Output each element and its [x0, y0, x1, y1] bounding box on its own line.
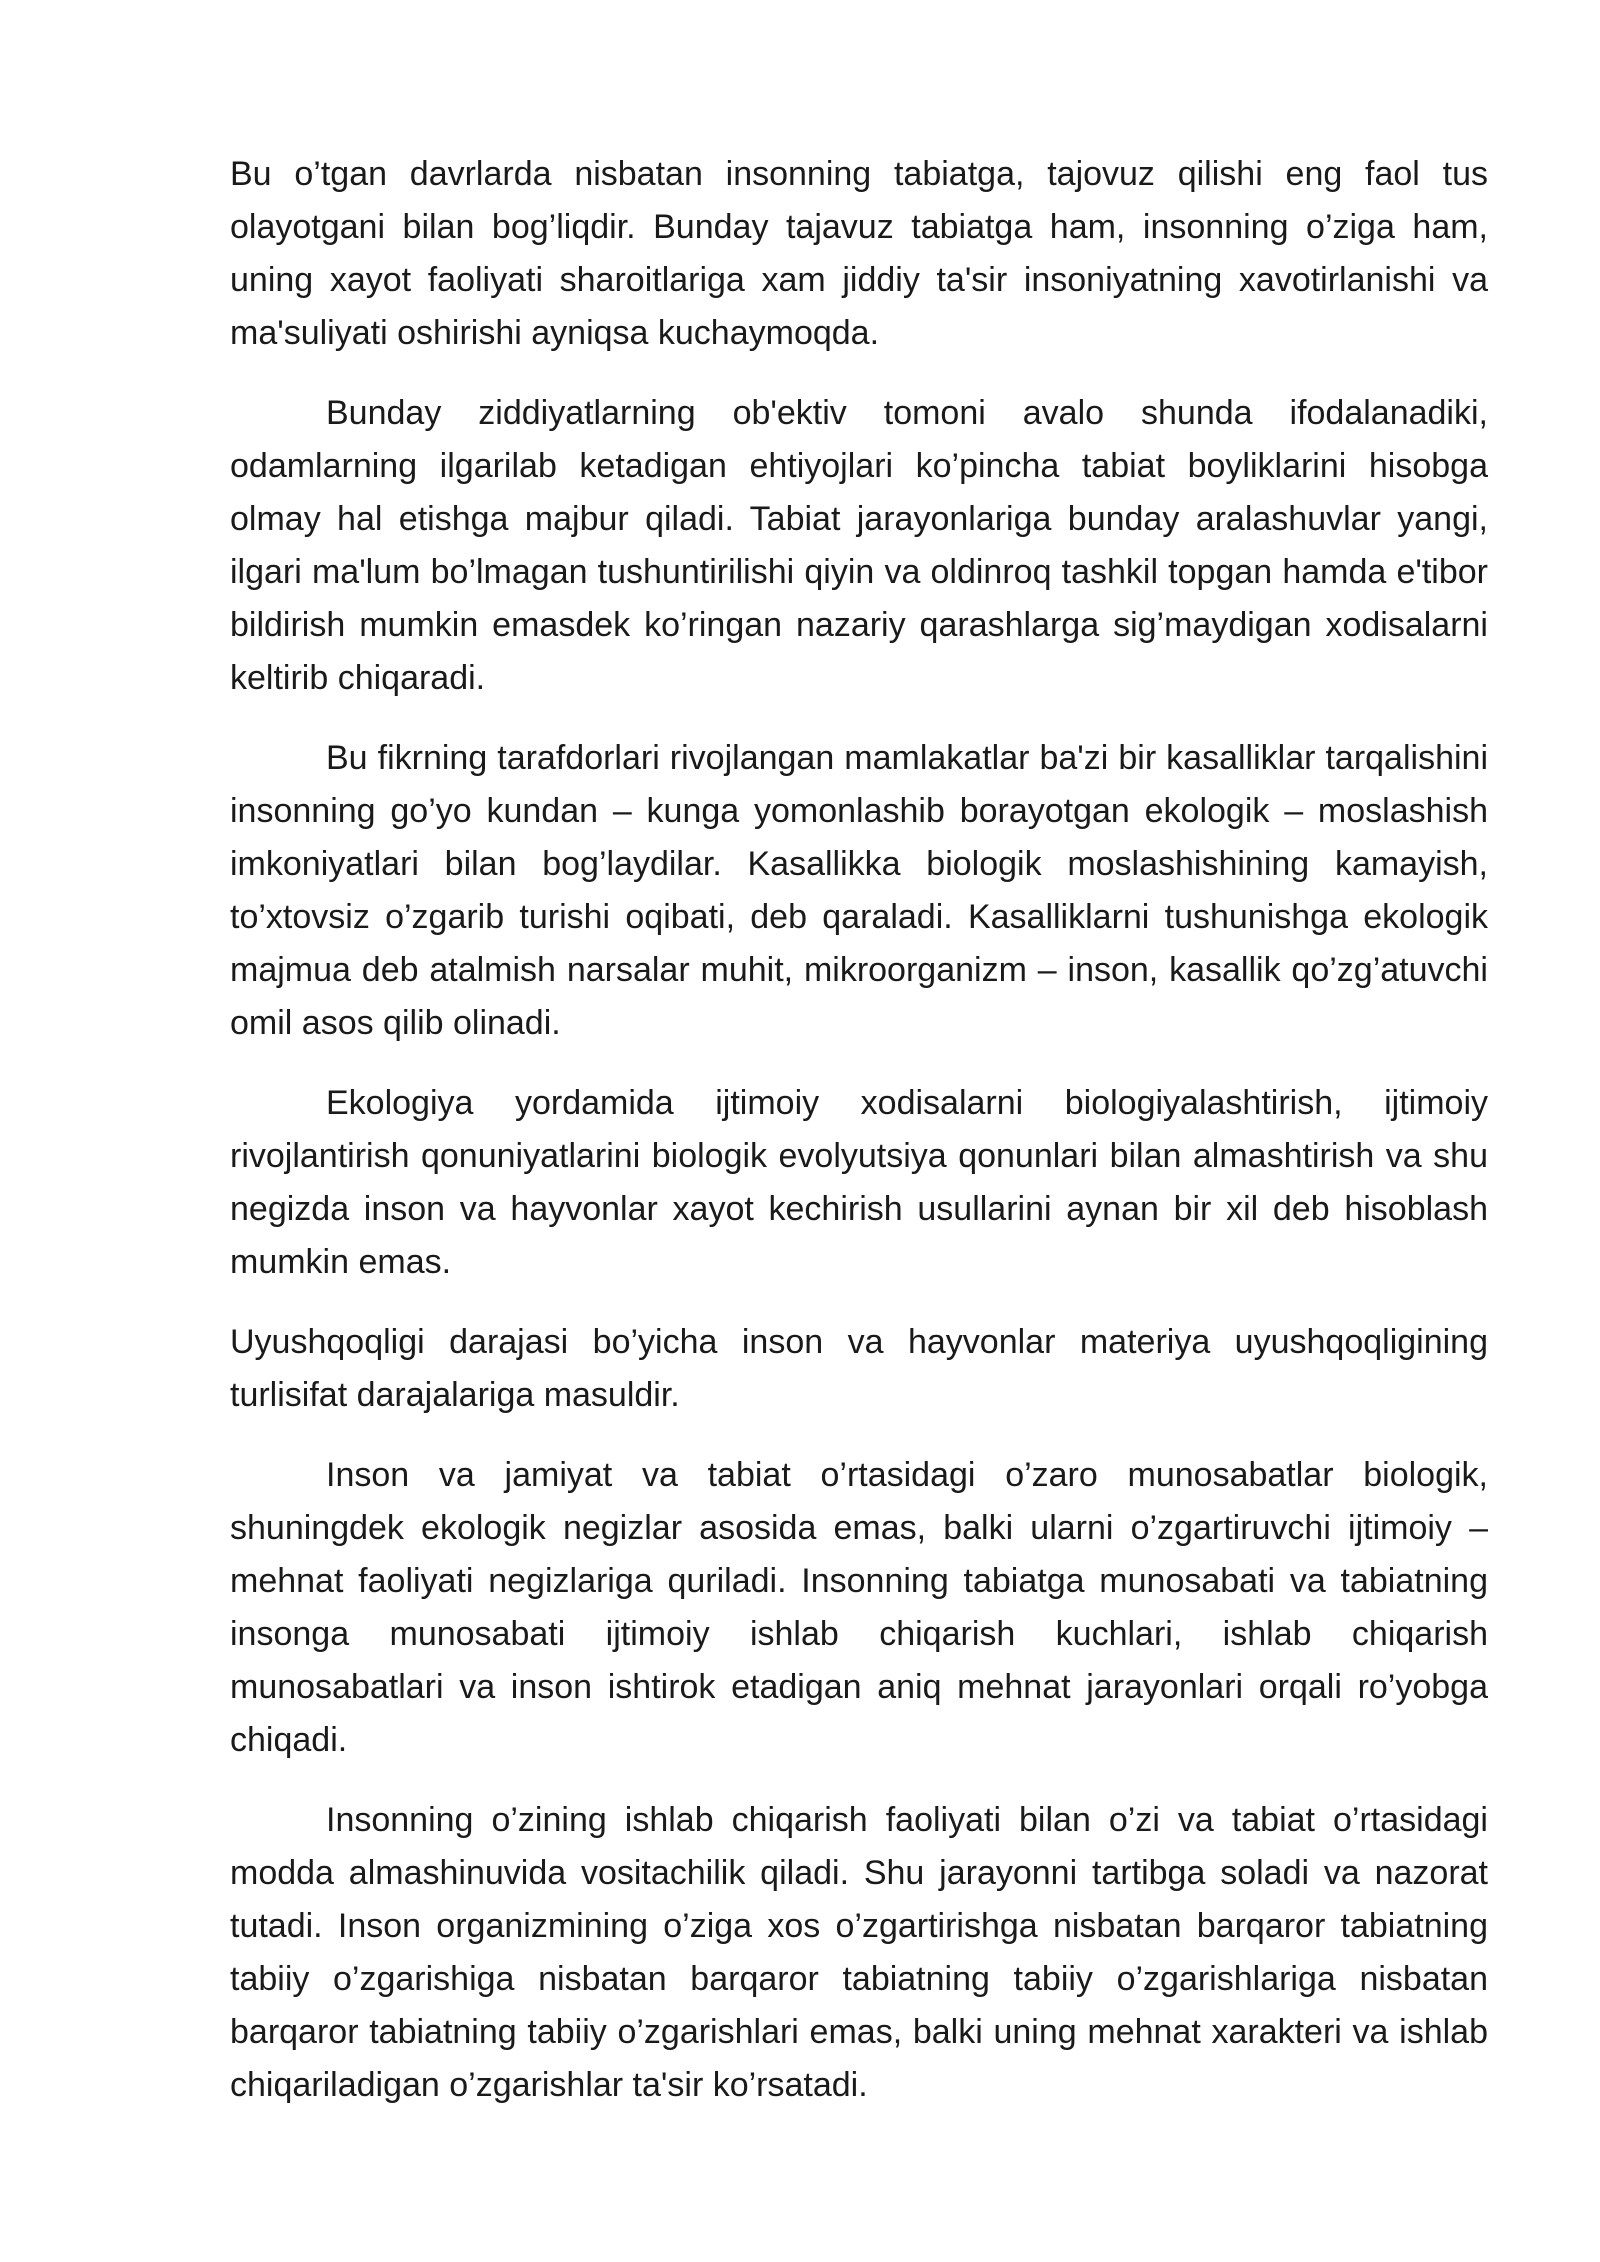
paragraph-5: Uyushqoqligi darajasi bo’yicha inson va hayvonlar materiya uyushqoqligining turlisifat darajalariga masuldir. [230, 1323, 1488, 1414]
paragraph-1: Bu o’tgan davrlarda nisbatan insonning tabiatga, tajovuz qilishi eng faol tus olayotgani bilan bog’liqdir. Bunday tajavuz tabiatga ham, insonning o’ziga ham, uning xayot faoliyati sharoitlariga xam jiddiy ta'sir insoniyatning xavotirlanishi va ma'suliyati oshirishi ayniqsa kuchaymoqda. [230, 155, 1488, 352]
paragraph-4: Ekologiya yordamida ijtimoiy xodisalarni biologiyalashtirish, ijtimoiy rivojlantirish qonuniyatlarini biologik evolyutsiya qonunlari bilan almashtirish va shu negizda inson va hayvonlar xayot kechirish usullarini aynan bir xil deb hisoblash mumkin emas. [230, 1084, 1488, 1281]
paragraph-3: Bu fikrning tarafdorlari rivojlangan mamlakatlar ba'zi bir kasalliklar tarqalishini insonning go’yo kundan – kunga yomonlashib borayotgan ekologik – moslashish imkoniyatlari bilan bog’laydilar. Kasallikka biologik moslashishining kamayish, to’xtovsiz o’zgarib turishi oqibati, deb qaraladi. Kasalliklarni tushunishga ekologik majmua deb atalmish narsalar muhit, mikroorganizm – inson, kasallik qo’zg’atuvchi omil asos qilib olinadi. [230, 739, 1488, 1042]
document-body [230, 148, 1488, 2139]
paragraph-6: Inson va jamiyat va tabiat o’rtasidagi o’zaro munosabatlar biologik, shuningdek ekologik negizlar asosida emas, balki ularni o’zgartiruvchi ijtimoiy – mehnat faoliyati negizlariga quriladi. Insonning tabiatga munosabati va tabiatning insonga munosabati ijtimoiy ishlab chiqarish kuchlari, ishlab chiqarish munosabatlari va inson ishtirok etadigan aniq mehnat jarayonlari orqali ro’yobga chiqadi. [230, 1456, 1488, 1759]
paragraph-7: Insonning o’zining ishlab chiqarish faoliyati bilan o’zi va tabiat o’rtasidagi modda almashinuvida vositachilik qiladi. Shu jarayonni tartibga soladi va nazorat tutadi. Inson organizmining o’ziga xos o’zgartirishga nisbatan barqaror tabiatning tabiiy o’zgarishiga nisbatan barqaror tabiatning tabiiy o’zgarishlariga nisbatan barqaror tabiatning tabiiy o’zgarishlari emas, balki uning mehnat xarakteri va ishlab chiqariladigan o’zgarishlar ta'sir ko’rsatadi. [230, 1801, 1488, 2104]
paragraph-2: Bunday ziddiyatlarning ob'ektiv tomoni avalo shunda ifodalanadiki, odamlarning ilgarilab ketadigan ehtiyojlari ko’pincha tabiat boyliklarini hisobga olmay hal etishga majbur qiladi. Tabiat jarayonlariga bunday aralashuvlar yangi, ilgari ma'lum bo’lmagan tushuntirilishi qiyin va oldinroq tashkil topgan hamda e'tibor bildirish mumkin emasdek ko’ringan nazariy qarashlarga sig’maydigan xodisalarni keltirib chiqaradi. [230, 394, 1488, 697]
